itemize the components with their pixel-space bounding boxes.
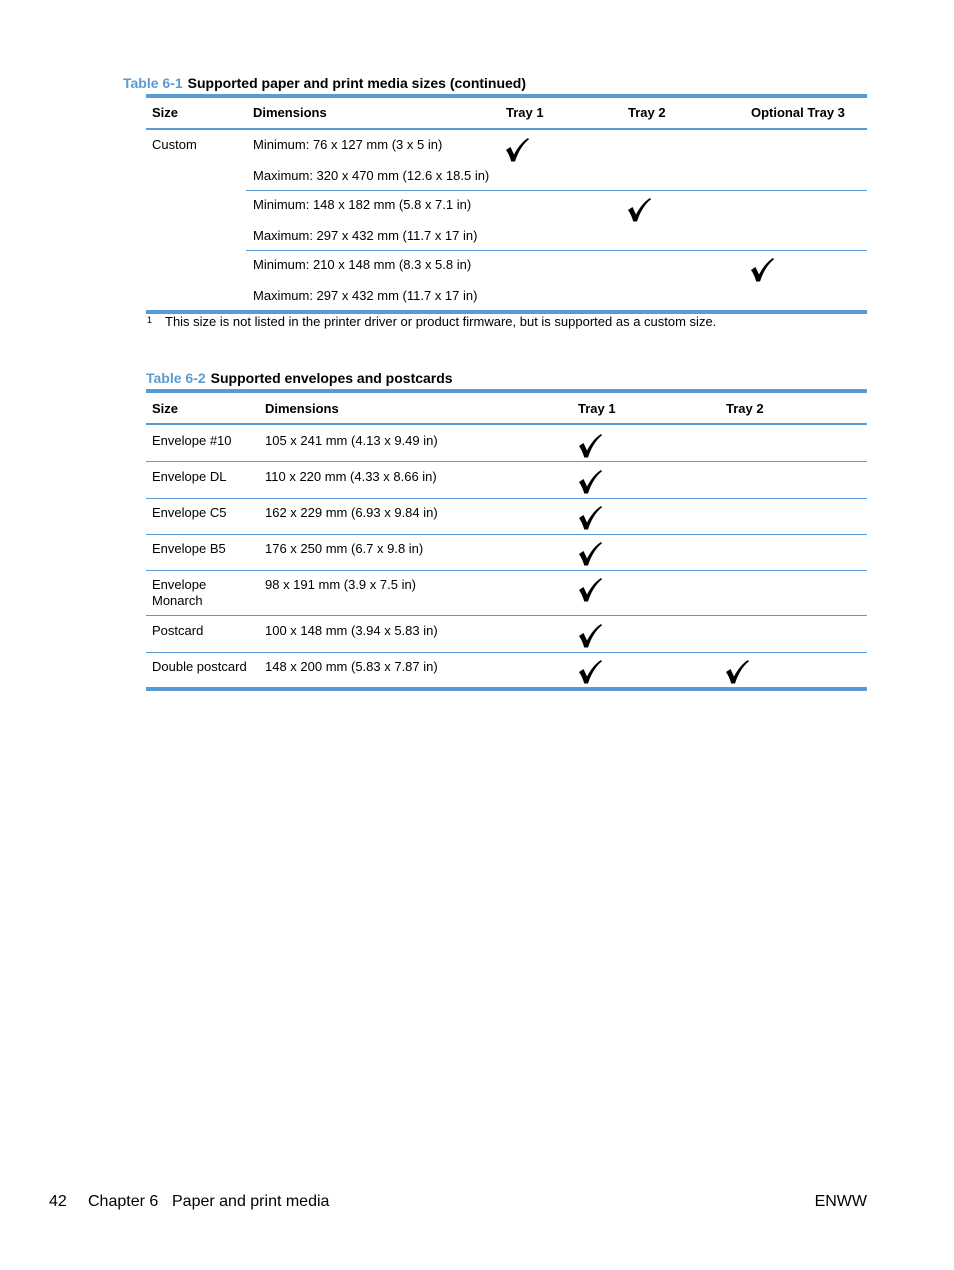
checkmark-icon bbox=[577, 577, 603, 603]
t2-row-divider bbox=[146, 652, 867, 653]
t1-group2-min: Minimum: 148 x 182 mm (5.8 x 7.1 in) bbox=[253, 197, 472, 212]
t2-header-dimensions: Dimensions bbox=[265, 401, 339, 416]
checkmark-icon bbox=[749, 257, 775, 283]
header-divider bbox=[744, 100, 745, 126]
footer-page-number: 42 bbox=[49, 1193, 67, 1210]
t2-row-size: Envelope #10 bbox=[152, 433, 232, 448]
t2-row-size: Envelope B5 bbox=[152, 541, 226, 556]
checkmark-icon bbox=[577, 541, 603, 567]
table-6-2-top-rule bbox=[146, 389, 867, 393]
t1-group2-max: Maximum: 297 x 432 mm (11.7 x 17 in) bbox=[253, 228, 478, 243]
t1-group-divider bbox=[246, 190, 867, 191]
header-divider bbox=[719, 395, 720, 421]
t2-header-tray1: Tray 1 bbox=[578, 401, 616, 416]
checkmark-icon bbox=[577, 469, 603, 495]
footer-chapter: Chapter 6 bbox=[88, 1193, 159, 1210]
t2-row-dimensions: 110 x 220 mm (4.33 x 8.66 in) bbox=[265, 469, 437, 484]
t1-header-tray1: Tray 1 bbox=[506, 105, 544, 120]
table-6-2-header-rule bbox=[146, 423, 867, 425]
table-6-1-title: Supported paper and print media sizes (continued) bbox=[187, 75, 527, 91]
t2-row-dimensions: 176 x 250 mm (6.7 x 9.8 in) bbox=[265, 541, 424, 556]
table-6-2-title: Supported envelopes and postcards bbox=[210, 370, 453, 386]
t2-row-divider bbox=[146, 534, 867, 535]
t1-group1-min: Minimum: 76 x 127 mm (3 x 5 in) bbox=[253, 137, 443, 152]
header-divider bbox=[571, 395, 572, 421]
t2-row-dimensions: 98 x 191 mm (3.9 x 7.5 in) bbox=[265, 577, 417, 592]
table-6-2-caption bbox=[146, 370, 453, 386]
t1-header-size: Size bbox=[152, 105, 179, 120]
header-divider bbox=[621, 100, 622, 126]
table-6-1-caption bbox=[123, 75, 526, 91]
t2-row-dimensions: 100 x 148 mm (3.94 x 5.83 in) bbox=[265, 623, 438, 638]
table-6-1-top-rule bbox=[146, 94, 867, 98]
t1-group3-min: Minimum: 210 x 148 mm (8.3 x 5.8 in) bbox=[253, 257, 472, 272]
header-divider bbox=[258, 395, 259, 421]
t2-row-dimensions: 162 x 229 mm (6.93 x 9.84 in) bbox=[265, 505, 438, 520]
t2-row-size: Postcard bbox=[152, 623, 204, 638]
t2-row-divider bbox=[146, 461, 867, 462]
t2-row-divider bbox=[146, 498, 867, 499]
t2-row-size: Envelope C5 bbox=[152, 505, 227, 520]
t1-header-tray3: Optional Tray 3 bbox=[751, 105, 845, 120]
t2-row-size: Double postcard bbox=[152, 659, 247, 674]
t1-group-divider bbox=[246, 250, 867, 251]
t2-row-dimensions: 148 x 200 mm (5.83 x 7.87 in) bbox=[265, 659, 438, 674]
header-divider bbox=[499, 100, 500, 126]
checkmark-icon bbox=[577, 505, 603, 531]
checkmark-icon bbox=[577, 659, 603, 685]
footnote-mark: 1 bbox=[147, 315, 153, 325]
checkmark-icon bbox=[504, 137, 530, 163]
t1-size-custom: Custom bbox=[152, 137, 197, 152]
t2-row-dimensions: 105 x 241 mm (4.13 x 9.49 in) bbox=[265, 433, 438, 448]
t2-header-tray2: Tray 2 bbox=[726, 401, 764, 416]
t2-header-size: Size bbox=[152, 401, 179, 416]
t1-header-tray2: Tray 2 bbox=[628, 105, 666, 120]
table-6-2-number: Table 6-2 bbox=[146, 370, 206, 386]
t1-header-dimensions: Dimensions bbox=[253, 105, 327, 120]
footer-chapter-title: Paper and print media bbox=[172, 1193, 330, 1210]
footer-enww: ENWW bbox=[814, 1193, 867, 1210]
checkmark-icon bbox=[724, 659, 750, 685]
t2-row-size: Envelope bbox=[152, 577, 207, 592]
checkmark-icon bbox=[577, 433, 603, 459]
t2-row-divider bbox=[146, 570, 867, 571]
t1-group3-max: Maximum: 297 x 432 mm (11.7 x 17 in) bbox=[253, 288, 478, 303]
table-6-1-header-rule bbox=[146, 128, 867, 130]
footnote-text: This size is not listed in the printer driver or product firmware, but is supported as a custom size. bbox=[165, 314, 717, 329]
checkmark-icon bbox=[577, 623, 603, 649]
table-6-2-bottom-rule bbox=[146, 687, 867, 691]
table-6-1-number: Table 6-1 bbox=[123, 75, 183, 91]
t2-row-size: Envelope DL bbox=[152, 469, 227, 484]
t1-group1-max: Maximum: 320 x 470 mm (12.6 x 18.5 in) bbox=[253, 168, 490, 183]
t2-row-divider bbox=[146, 615, 867, 616]
t2-row-size-line2: Monarch bbox=[152, 593, 203, 608]
header-divider bbox=[246, 100, 247, 126]
checkmark-icon bbox=[626, 197, 652, 223]
